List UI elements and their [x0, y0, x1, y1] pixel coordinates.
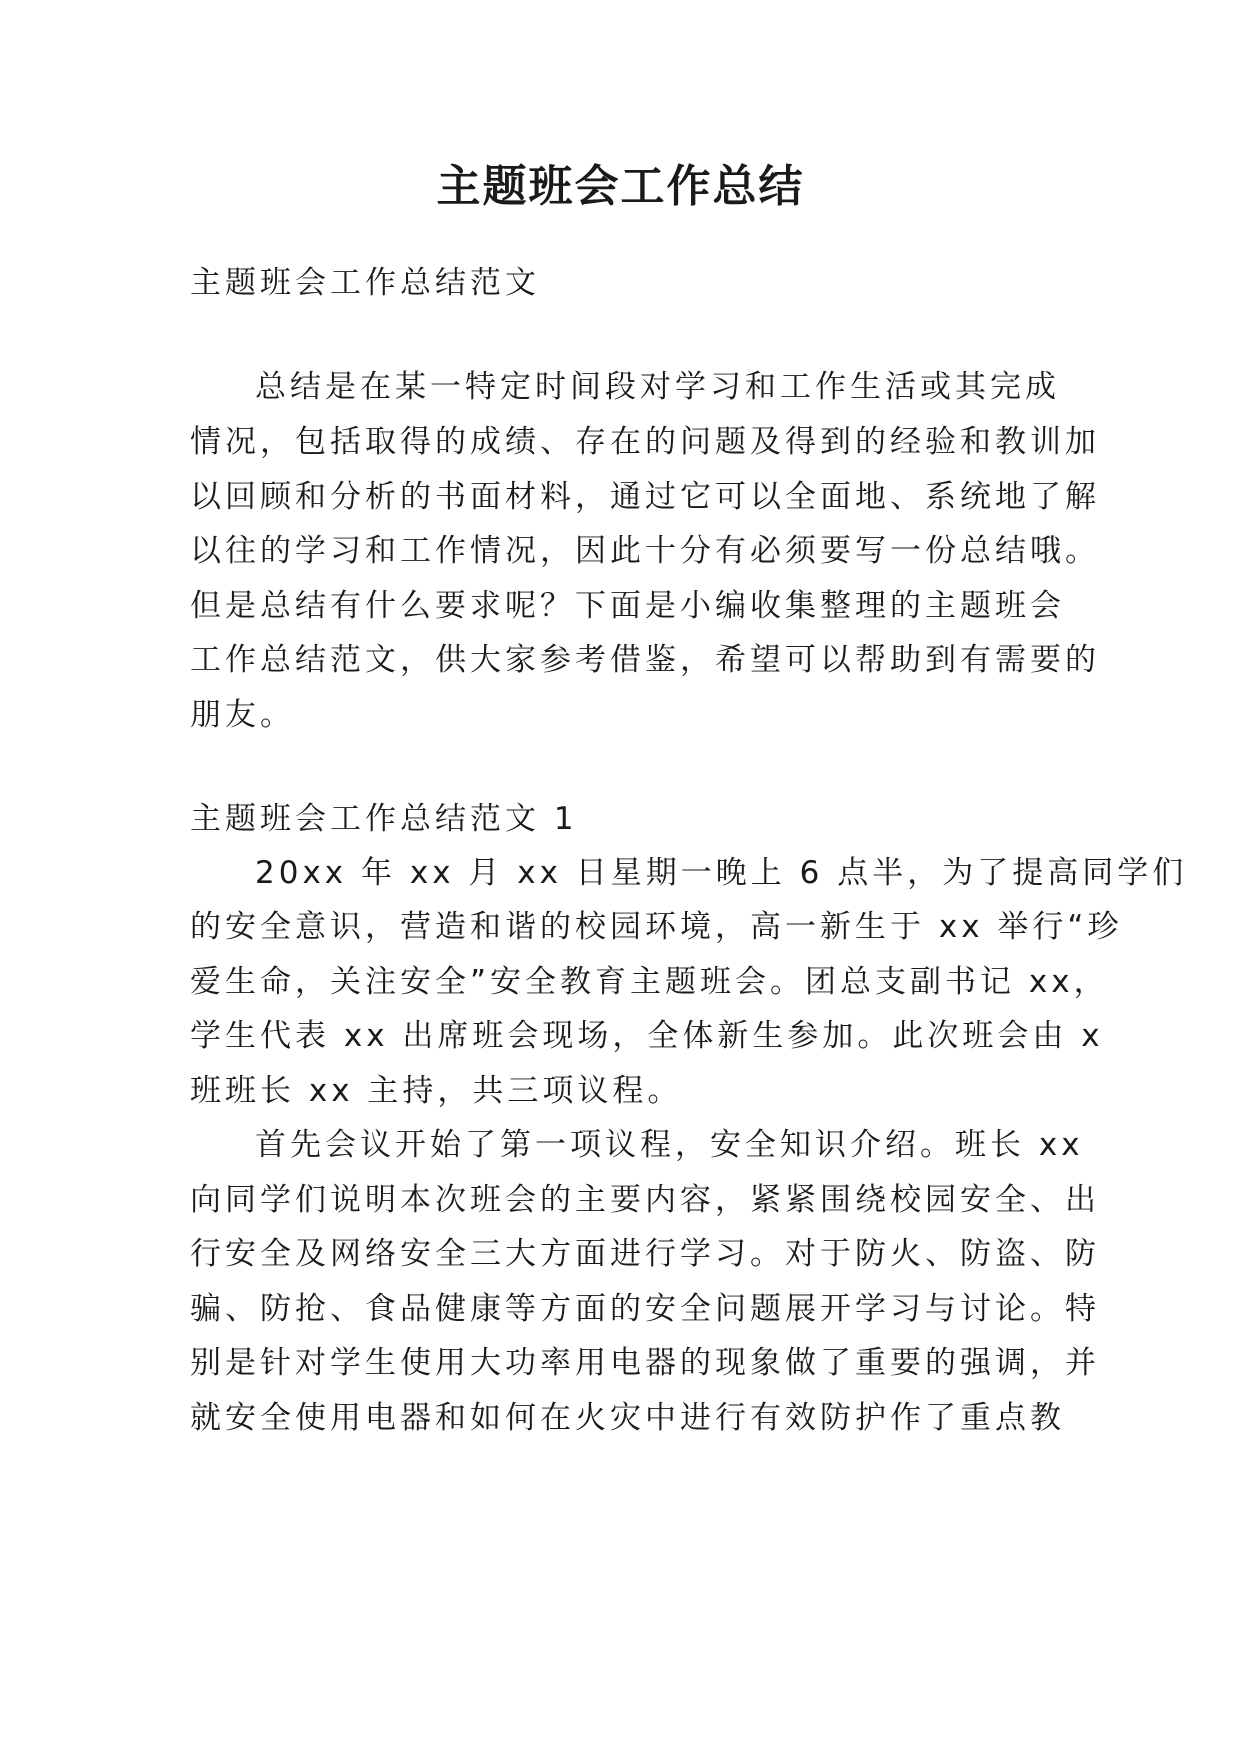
- paragraph-line: 首先会议开始了第一项议程，安全知识介绍。班长 xx: [255, 1127, 1084, 1163]
- intro-line: 情况，包括取得的成绩、存在的问题及得到的经验和教训加: [190, 424, 1100, 460]
- intro-line: 总结是在某一特定时间段对学习和工作生活或其完成: [255, 369, 1060, 405]
- paragraph-line: 就安全使用电器和如何在火灾中进行有效防护作了重点教: [190, 1400, 1065, 1436]
- paragraph-line: 学生代表 xx 出席班会现场，全体新生参加。此次班会由 x: [190, 1018, 1104, 1054]
- document-subtitle: 主题班会工作总结范文: [190, 265, 540, 301]
- paragraph-line: 行安全及网络安全三大方面进行学习。对于防火、防盗、防: [190, 1236, 1100, 1272]
- paragraph-line: 20xx 年 xx 月 xx 日星期一晚上 6 点半，为了提高同学们: [255, 855, 1188, 891]
- section-heading: 主题班会工作总结范文 1: [190, 801, 578, 837]
- paragraph-line: 骗、防抢、食品健康等方面的安全问题展开学习与讨论。特: [190, 1291, 1100, 1327]
- paragraph-line: 班班长 xx 主持，共三项议程。: [190, 1073, 683, 1109]
- intro-line: 以往的学习和工作情况，因此十分有必须要写一份总结哦。: [190, 533, 1100, 569]
- intro-line: 但是总结有什么要求呢？下面是小编收集整理的主题班会: [190, 588, 1065, 624]
- intro-line: 以回顾和分析的书面材料，通过它可以全面地、系统地了解: [190, 479, 1100, 515]
- paragraph-line: 的安全意识，营造和谐的校园环境，高一新生于 xx 举行“珍: [190, 909, 1123, 945]
- document-title: 主题班会工作总结: [436, 161, 805, 212]
- intro-line: 工作总结范文，供大家参考借鉴，希望可以帮助到有需要的: [190, 642, 1100, 678]
- paragraph-line: 爱生命，关注安全”安全教育主题班会。团总支副书记 xx，: [190, 964, 1109, 1000]
- paragraph-line: 向同学们说明本次班会的主要内容，紧紧围绕校园安全、出: [190, 1182, 1100, 1218]
- paragraph-line: 别是针对学生使用大功率用电器的现象做了重要的强调，并: [190, 1345, 1100, 1381]
- intro-line: 朋友。: [190, 697, 295, 733]
